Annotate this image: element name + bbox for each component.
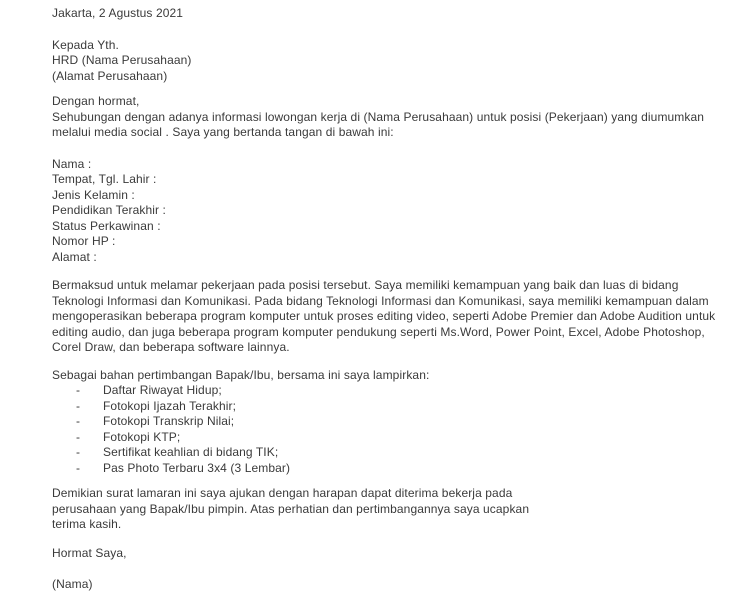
recipient-block bbox=[52, 38, 710, 85]
opening-line-1: Sehubungan dengan adanya informasi lowongan kerja di (Nama Perusahaan) untuk posisi (Pekerjaan) yang diumumkan bbox=[52, 109, 705, 124]
attachment-item-label: Daftar Riwayat Hidup; bbox=[103, 383, 222, 397]
recipient-line-2: HRD (Nama Perusahaan) bbox=[52, 53, 192, 67]
signoff-block bbox=[52, 546, 710, 562]
attachments-intro: Sebagai bahan pertimbangan Bapak/Ibu, bersama ini saya lampirkan: bbox=[52, 367, 430, 382]
dash-bullet: - bbox=[76, 383, 81, 397]
body-paragraph-line: editing audio, dan juga beberapa program komputer pendukung seperti Ms.Word, Power Point, Excel, Adobe Photoshop, bbox=[52, 324, 705, 339]
personal-data-block bbox=[52, 157, 710, 266]
signature-name: (Nama) bbox=[52, 577, 93, 591]
body-paragraph bbox=[52, 278, 716, 356]
attachment-item-label: Pas Photo Terbaru 3x4 (3 Lembar) bbox=[103, 460, 291, 475]
salutation: Dengan hormat, bbox=[52, 94, 140, 108]
attachment-item bbox=[52, 445, 710, 461]
recipient-line-3: (Alamat Perusahaan) bbox=[52, 68, 168, 83]
recipient-line-1: Kepada Yth. bbox=[52, 37, 119, 52]
attachment-item-label: Fotokopi Transkrip Nilai; bbox=[103, 414, 235, 428]
letter-date: Jakarta, 2 Agustus 2021 bbox=[52, 6, 184, 20]
body-paragraph-line: Corel Draw, dan beberapa software lainnya. bbox=[52, 340, 290, 354]
opening-block bbox=[52, 94, 710, 141]
field-alamat: Alamat : bbox=[52, 249, 97, 264]
field-jenis-kelamin: Jenis Kelamin : bbox=[52, 187, 135, 202]
attachment-item-label: Fotokopi Ijazah Terakhir; bbox=[103, 398, 237, 413]
field-status-perkawinan: Status Perkawinan : bbox=[52, 218, 161, 233]
field-tempat-tgl-lahir: Tempat, Tgl. Lahir : bbox=[52, 172, 157, 186]
attachment-item bbox=[52, 414, 710, 430]
attachment-item-label: Fotokopi KTP; bbox=[103, 429, 181, 444]
attachment-item bbox=[52, 461, 710, 477]
dash-bullet: - bbox=[76, 460, 81, 475]
field-nama: Nama : bbox=[52, 156, 92, 171]
signature-block bbox=[52, 577, 710, 593]
closing-paragraph-line: perusahaan yang Bapak/Ibu pimpin. Atas perhatian dan pertimbangannya saya ucapkan bbox=[52, 501, 530, 516]
letter-date-block bbox=[52, 6, 710, 22]
dash-bullet: - bbox=[76, 398, 81, 413]
closing-paragraph-line: terima kasih. bbox=[52, 517, 122, 531]
attachment-item bbox=[52, 430, 710, 446]
field-nomor-hp: Nomor HP : bbox=[52, 234, 116, 248]
attachment-item-label: Sertifikat keahlian di bidang TIK; bbox=[103, 445, 279, 459]
attachment-item bbox=[52, 399, 710, 415]
body-paragraph-line: Teknologi Informasi dan Komunikasi. Pada bidang Teknologi Informasi dan Komunikasi, saya memiliki kemampuan dalam bbox=[52, 293, 709, 308]
body-paragraph-line: Bermaksud untuk melamar pekerjaan pada posisi tersebut. Saya memiliki kemampuan yang baik dan luas di bidang bbox=[52, 278, 679, 292]
attachment-item bbox=[52, 383, 710, 399]
closing-paragraph bbox=[52, 486, 710, 533]
field-pendidikan-terakhir: Pendidikan Terakhir : bbox=[52, 203, 166, 217]
signoff: Hormat Saya, bbox=[52, 545, 127, 560]
dash-bullet: - bbox=[76, 414, 81, 428]
body-paragraph-line: mengoperasikan beberapa program komputer untuk proses editing video, seperti Adobe Premier dan Adobe Audition untuk bbox=[52, 309, 716, 323]
attachments-block bbox=[52, 368, 710, 477]
dash-bullet: - bbox=[76, 429, 81, 444]
dash-bullet: - bbox=[76, 445, 81, 459]
closing-paragraph-line: Demikian surat lamaran ini saya ajukan dengan harapan dapat diterima bekerja pada bbox=[52, 486, 513, 500]
opening-line-2: melalui media social . Saya yang bertanda tangan di bawah ini: bbox=[52, 125, 394, 139]
